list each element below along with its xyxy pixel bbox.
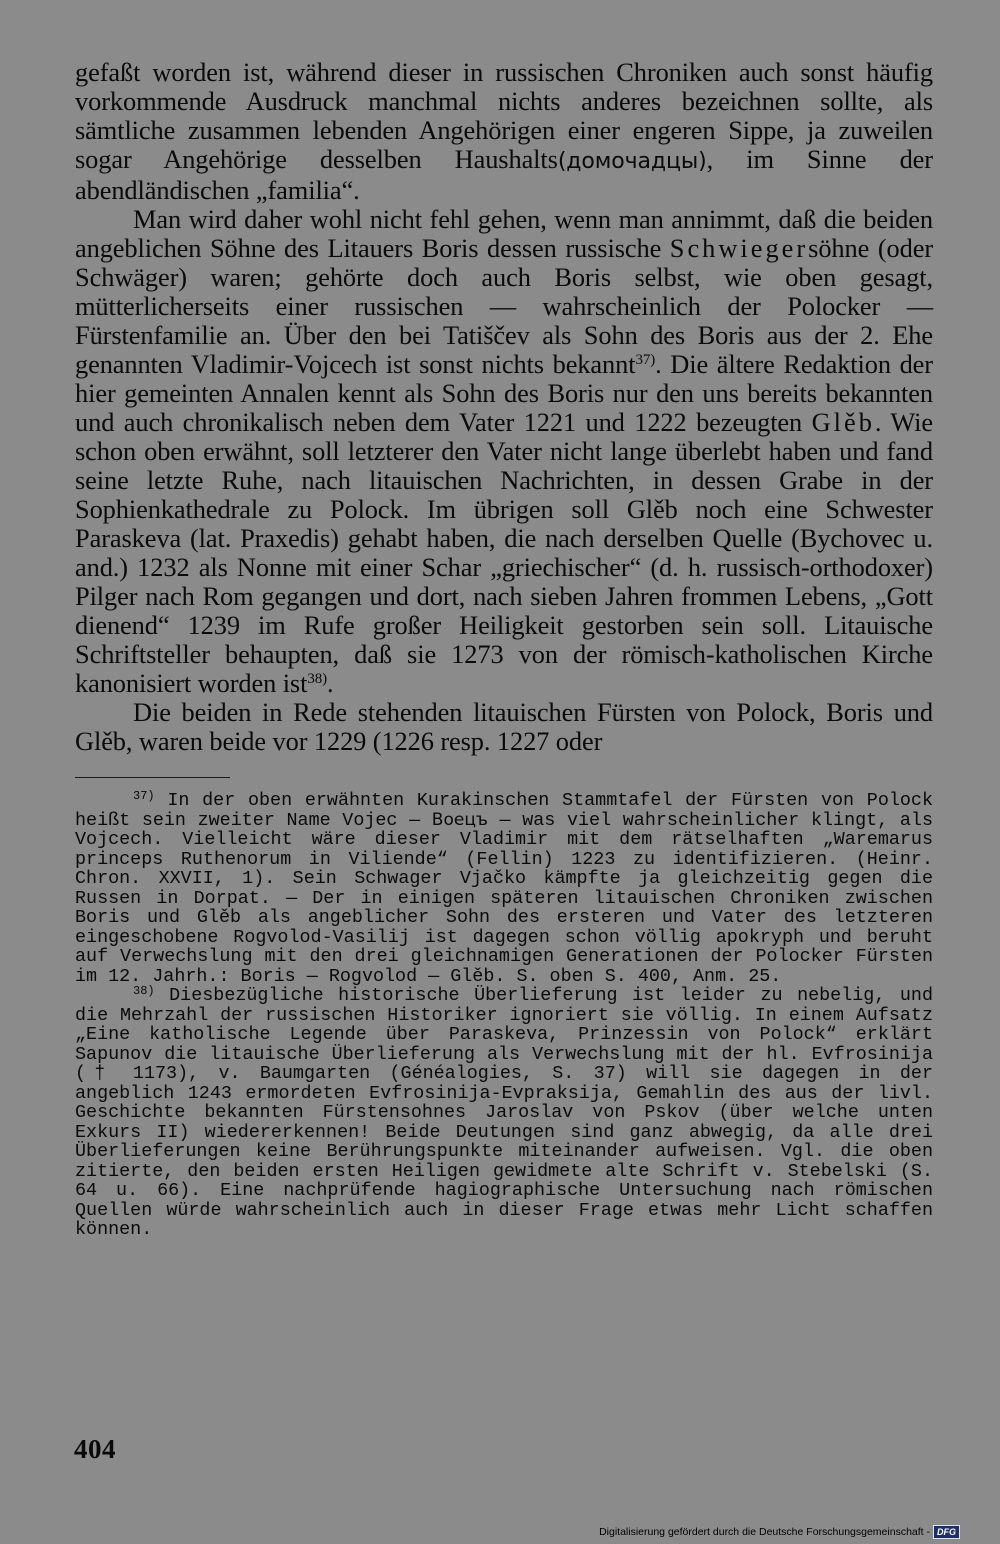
footnote-text: In der oben erwähnten Kurakinschen Stammtafel der Fürsten von Polock heißt sein zweiter Name Vojec —: [75, 790, 933, 831]
text-run: . Wie schon oben erwähnt, soll letzterer den Vater nicht lange überlebt haben und fand seine letzte Ruhe, nach litauischen Nachrichten, in dessen Grabe in der Sophienkathedrale zu Polock. Im übrigen soll Glěb noch eine Schwester Paraskeva (lat. Praxedis) gehabt haben, die nach derselben Quelle (Bychovec u. and.) 1232 als Nonne mit einer Schar „griechischer“ (d. h. russisch-orthodoxer) Pilger nach Rom gegangen und dort, nach sieben Jahren frommen Lebens, „Gott dienend“ 1239 im Rufe großer Heiligkeit gestorben sein soll. Litauische Schriftsteller behaupten, daß sie 1273 von der römisch-katholischen Kirche kanonisiert worden ist: [75, 407, 933, 698]
text-run: Man wird daher wohl nicht fehl gehen, wenn man annimmt, daß die beiden angeblichen Söhne des Litauers Boris dessen russische: [75, 204, 933, 263]
text-run: söhne (oder Schwäger) waren; gehörte doch auch Boris selbst, wie oben gesagt, mütterlicherseits einer russischen — wahrscheinlich der Polocker — Fürstenfamilie an. Über den bei Tatiščev als Sohn des Boris aus der 2. Ehe genannten Vladimir-Vojcech ist sonst nichts bekannt: [75, 233, 934, 379]
footnote-text: Diesbezügliche historische Überlieferung ist leider zu nebelig, und die Mehrzahl der russischen Historiker ignoriert sie völlig. In einem Aufsatz „Eine katholische Legende über Paraskeva, Prinzessin von Polock“ erklärt Sapunov die litauische Überlieferung als Verwechslung mit der hl. Evfrosinija († 1173), v. Baumgarten (Généalogies, S. 37) will sie dagegen in der angeblich 1243 ermordeten Evfrosinija-Evpraksija, Gemahlin des aus der livl. Geschichte bekannten Fürstensohnes Jaroslav von Pskov (über welche unten Exkurs II) wiedererkennen! Beide Deutungen sind ganz abwegig, da alle drei Überlieferungen keine Berührungspunkte miteinander aufweisen. Vgl. die oben zitierte, den beiden ersten Heiligen gewidmete alte Schrift v. Stebelski (S. 64 u. 66). Eine nachprüfende hagiographische Untersuchung nach römischen Quellen würde wahrscheinlich auch in dieser Frage etwas mehr Licht schaffen können.: [75, 985, 933, 1240]
emphasized-word: Glěb: [811, 407, 875, 437]
paragraph-2: [75, 205, 933, 698]
cyrillic-term: (домочадцы): [557, 149, 707, 174]
footnote-ref-37[interactable]: 37): [635, 352, 656, 368]
text-run: . Die ältere Redaktion der hier gemeinten Annalen kennt als Sohn des Boris nur den uns bereits bekannten und auch chronikalisch neben dem Vater 1221 und 1222 bezeugten: [75, 349, 933, 437]
text-run: .: [327, 668, 334, 698]
main-text: [75, 58, 933, 756]
footnote-37: [75, 791, 933, 986]
footnote-marker: 37): [133, 789, 155, 803]
credit-text: Digitalisierung gefördert durch die Deutsche Forschungsgemeinschaft -: [599, 1526, 930, 1538]
text-run: , im Sinne der abendländischen „familia“.: [75, 144, 933, 205]
digitization-credit: [599, 1525, 960, 1539]
cyrillic-term: Воецъ: [431, 809, 488, 830]
footnotes: [75, 791, 933, 1240]
footnote-marker: 38): [133, 984, 155, 998]
paragraph-3: [75, 698, 933, 756]
dfg-logo-icon[interactable]: DFG: [933, 1525, 960, 1539]
footnote-ref-38[interactable]: 38): [307, 671, 328, 687]
text-run: Die beiden in Rede stehenden litauischen Fürsten von Polock, Boris und Glěb, waren beide vor 1229 (1226 resp. 1227 oder: [75, 697, 933, 756]
footnote-38: [75, 986, 933, 1240]
emphasized-word: Schwieger: [669, 233, 809, 263]
paragraph-1: [75, 58, 933, 205]
page-content: [75, 58, 933, 1240]
page-number: 404: [74, 1434, 116, 1464]
footnote-divider: [75, 777, 230, 778]
text-run: gefaßt worden ist, während dieser in russischen Chroniken auch sonst häufig vorkommende Ausdruck manchmal nichts anderes bezeichnen sollte, als sämtliche zusammen lebenden Angehörigen einer engeren Sippe, ja zuweilen sogar Angehörige desselben Haushalts: [75, 57, 933, 174]
footnote-text: — was viel wahrscheinlicher klingt, als Vojcech. Vielleicht wäre dieser Vladimir mit dem rätselhaften „Waremarus princeps Ruthenorum in Viliende“ (Fellin) 1223 zu identifizieren. (Heinr. Chron. XXVII, 1). Sein Schwager Vjačko kämpfte ja gleichzeitig gegen die Russen in Dorpat. — Der in einigen späteren litauischen Chroniken zwischen Boris und Glěb als angeblicher Sohn des ersteren und Vater des letzteren eingeschobene Rogvolod-Vasilij ist dagegen schon völlig apokryph und beruht auf Verwechslung mit den drei gleichnamigen Generationen der Polocker Fürsten im 12. Jahrh.: Boris — Rogvolod — Glěb. S. oben S. 400, Anm. 25.: [75, 809, 933, 987]
